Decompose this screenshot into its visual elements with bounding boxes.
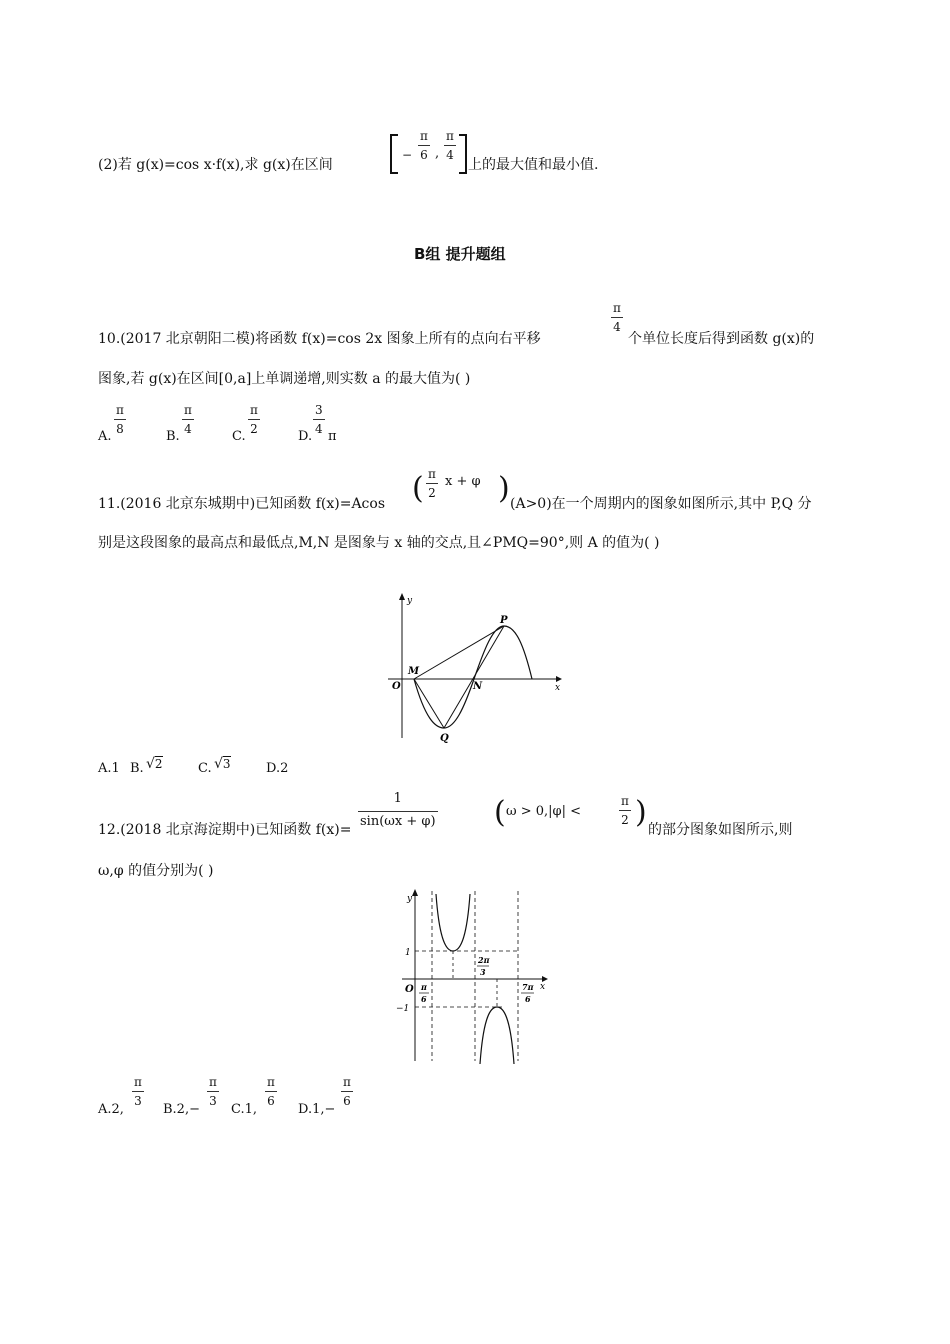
q11-arg-fraction: $\frac{\pi}{2}$ <box>428 467 436 500</box>
q12-option-a-fraction: $\frac{\pi}{3}$ <box>134 1075 142 1108</box>
q11-left-paren: ( <box>412 471 424 506</box>
q11-label-o: O <box>392 681 401 692</box>
q11-option-d: D.2 <box>266 761 289 776</box>
q11-segment-mp <box>414 626 504 679</box>
q12-option-d-label: D.1,− <box>298 1102 336 1117</box>
q12-option-b-fraction: $\frac{\pi}{3}$ <box>209 1075 217 1108</box>
q11-cosine-curve <box>414 626 532 728</box>
interval-right-bracket <box>459 134 467 174</box>
q12-line1-suffix: 的部分图象如图所示,则 <box>648 822 793 838</box>
q12-line1-prefix: 12.(2018 北京海淀期中)已知函数 f(x)= <box>98 822 352 838</box>
q12-option-d-fraction: $\frac{\pi}{6}$ <box>343 1075 351 1108</box>
q10-option-b-fraction: $\frac{\pi}{4}$ <box>184 403 192 436</box>
q9-part2-prefix: (2)若 g(x)=cos x·f(x),求 g(x)在区间 <box>98 157 333 173</box>
q12-tick-2pi3-num: 2π <box>478 955 490 965</box>
q11-line2: 别是这段图象的最高点和最低点,M,N 是图象与 x 轴的交点,且∠PMQ=90°,则 A 的值为( ) <box>98 535 660 551</box>
q10-line1-prefix: 10.(2017 北京朝阳二模)将函数 f(x)=cos 2x 图象上所有的点向右平移 <box>98 331 541 347</box>
q12-label-y: y <box>407 894 413 904</box>
q12-option-b-label: B.2,− <box>163 1102 200 1117</box>
q12-condition-fraction: $\frac{\pi}{2}$ <box>621 794 629 827</box>
q12-option-c-fraction: $\frac{\pi}{6}$ <box>267 1075 275 1108</box>
q11-graph <box>380 588 570 748</box>
q12-graph <box>392 886 552 1066</box>
q10-option-d-tail: π <box>328 429 337 444</box>
q12-option-c-label: C.1, <box>231 1102 258 1117</box>
q12-label-o: O <box>405 984 414 995</box>
q11-option-a: A.1 <box>98 761 120 776</box>
q10-option-c-fraction: $\frac{\pi}{2}$ <box>250 403 258 436</box>
q9-part2-suffix: 上的最大值和最小值. <box>468 157 599 173</box>
q11-option-b-radical: √2 <box>146 756 163 772</box>
q12-y-arrow <box>412 889 418 896</box>
q11-y-arrow <box>399 593 405 600</box>
q11-line1-suffix: (A>0)在一个周期内的图象如图所示,其中 P,Q 分 <box>510 496 812 512</box>
q11-option-b-label: B. <box>130 761 144 776</box>
q11-label-x: x <box>555 683 561 693</box>
q11-arg-tail: x + φ <box>445 474 481 489</box>
q11-label-p: P <box>500 615 508 626</box>
q10-option-a-fraction: $\frac{\pi}{8}$ <box>116 403 124 436</box>
q11-right-paren: ) <box>498 471 510 506</box>
q12-tick-pi6-num: π <box>421 982 427 992</box>
interval-left-bracket <box>390 134 398 174</box>
q10-shift-fraction: $\frac{\pi}{4}$ <box>613 301 621 334</box>
q12-lower-branch <box>480 1007 514 1064</box>
q11-x-arrow <box>556 676 562 682</box>
q12-condition: ω > 0,|φ| < <box>506 804 582 819</box>
q11-segment-mq <box>414 679 444 728</box>
q12-upper-branch <box>436 894 470 951</box>
q10-line2: 图象,若 g(x)在区间[0,a]上单调递增,则实数 a 的最大值为( ) <box>98 371 471 387</box>
q12-tick-7pi6-num: 7π <box>522 982 534 992</box>
q12-left-paren: ( <box>494 795 506 830</box>
interval-right-fraction: $\frac{\pi}{4}$ <box>446 129 454 162</box>
q11-segment-qp <box>444 626 504 728</box>
q10-option-d-fraction: $\frac{3}{4}$ <box>315 403 323 436</box>
interval-comma: , <box>435 146 440 161</box>
q10-option-c-label: C. <box>232 429 246 444</box>
q10-option-b-label: B. <box>166 429 180 444</box>
q11-label-m: M <box>408 666 420 677</box>
interval-left-fraction: $\frac{\pi}{6}$ <box>420 129 428 162</box>
q12-line2: ω,φ 的值分别为( ) <box>98 863 214 879</box>
q12-tick-pi6-den: 6 <box>421 994 427 1004</box>
q11-label-y: y <box>407 596 413 606</box>
q11-label-n: N <box>473 681 483 692</box>
q12-main-fraction: $\frac{1}{\sin(\omega x + \varphi)}$ <box>360 791 436 829</box>
q12-right-paren: ) <box>635 795 647 830</box>
q11-label-q: Q <box>440 733 449 744</box>
q12-option-a-label: A.2, <box>98 1102 124 1117</box>
q12-label-1: 1 <box>405 948 411 958</box>
q10-option-d-label: D. <box>298 429 313 444</box>
q11-option-c-label: C. <box>198 761 212 776</box>
q12-label-neg1: −1 <box>396 1004 410 1014</box>
q12-label-x: x <box>540 982 546 992</box>
q11-option-c-radical: √3 <box>214 756 231 772</box>
q12-tick-7pi6-den: 6 <box>525 994 531 1004</box>
q10-option-a-label: A. <box>98 429 112 444</box>
section-heading: B组 提升题组 <box>414 245 506 263</box>
q10-line1-suffix: 个单位长度后得到函数 g(x)的 <box>628 331 815 347</box>
interval-minus-sign: − <box>402 148 413 162</box>
q11-line1-prefix: 11.(2016 北京东城期中)已知函数 f(x)=Acos <box>98 496 386 512</box>
q12-tick-2pi3-den: 3 <box>480 967 486 977</box>
